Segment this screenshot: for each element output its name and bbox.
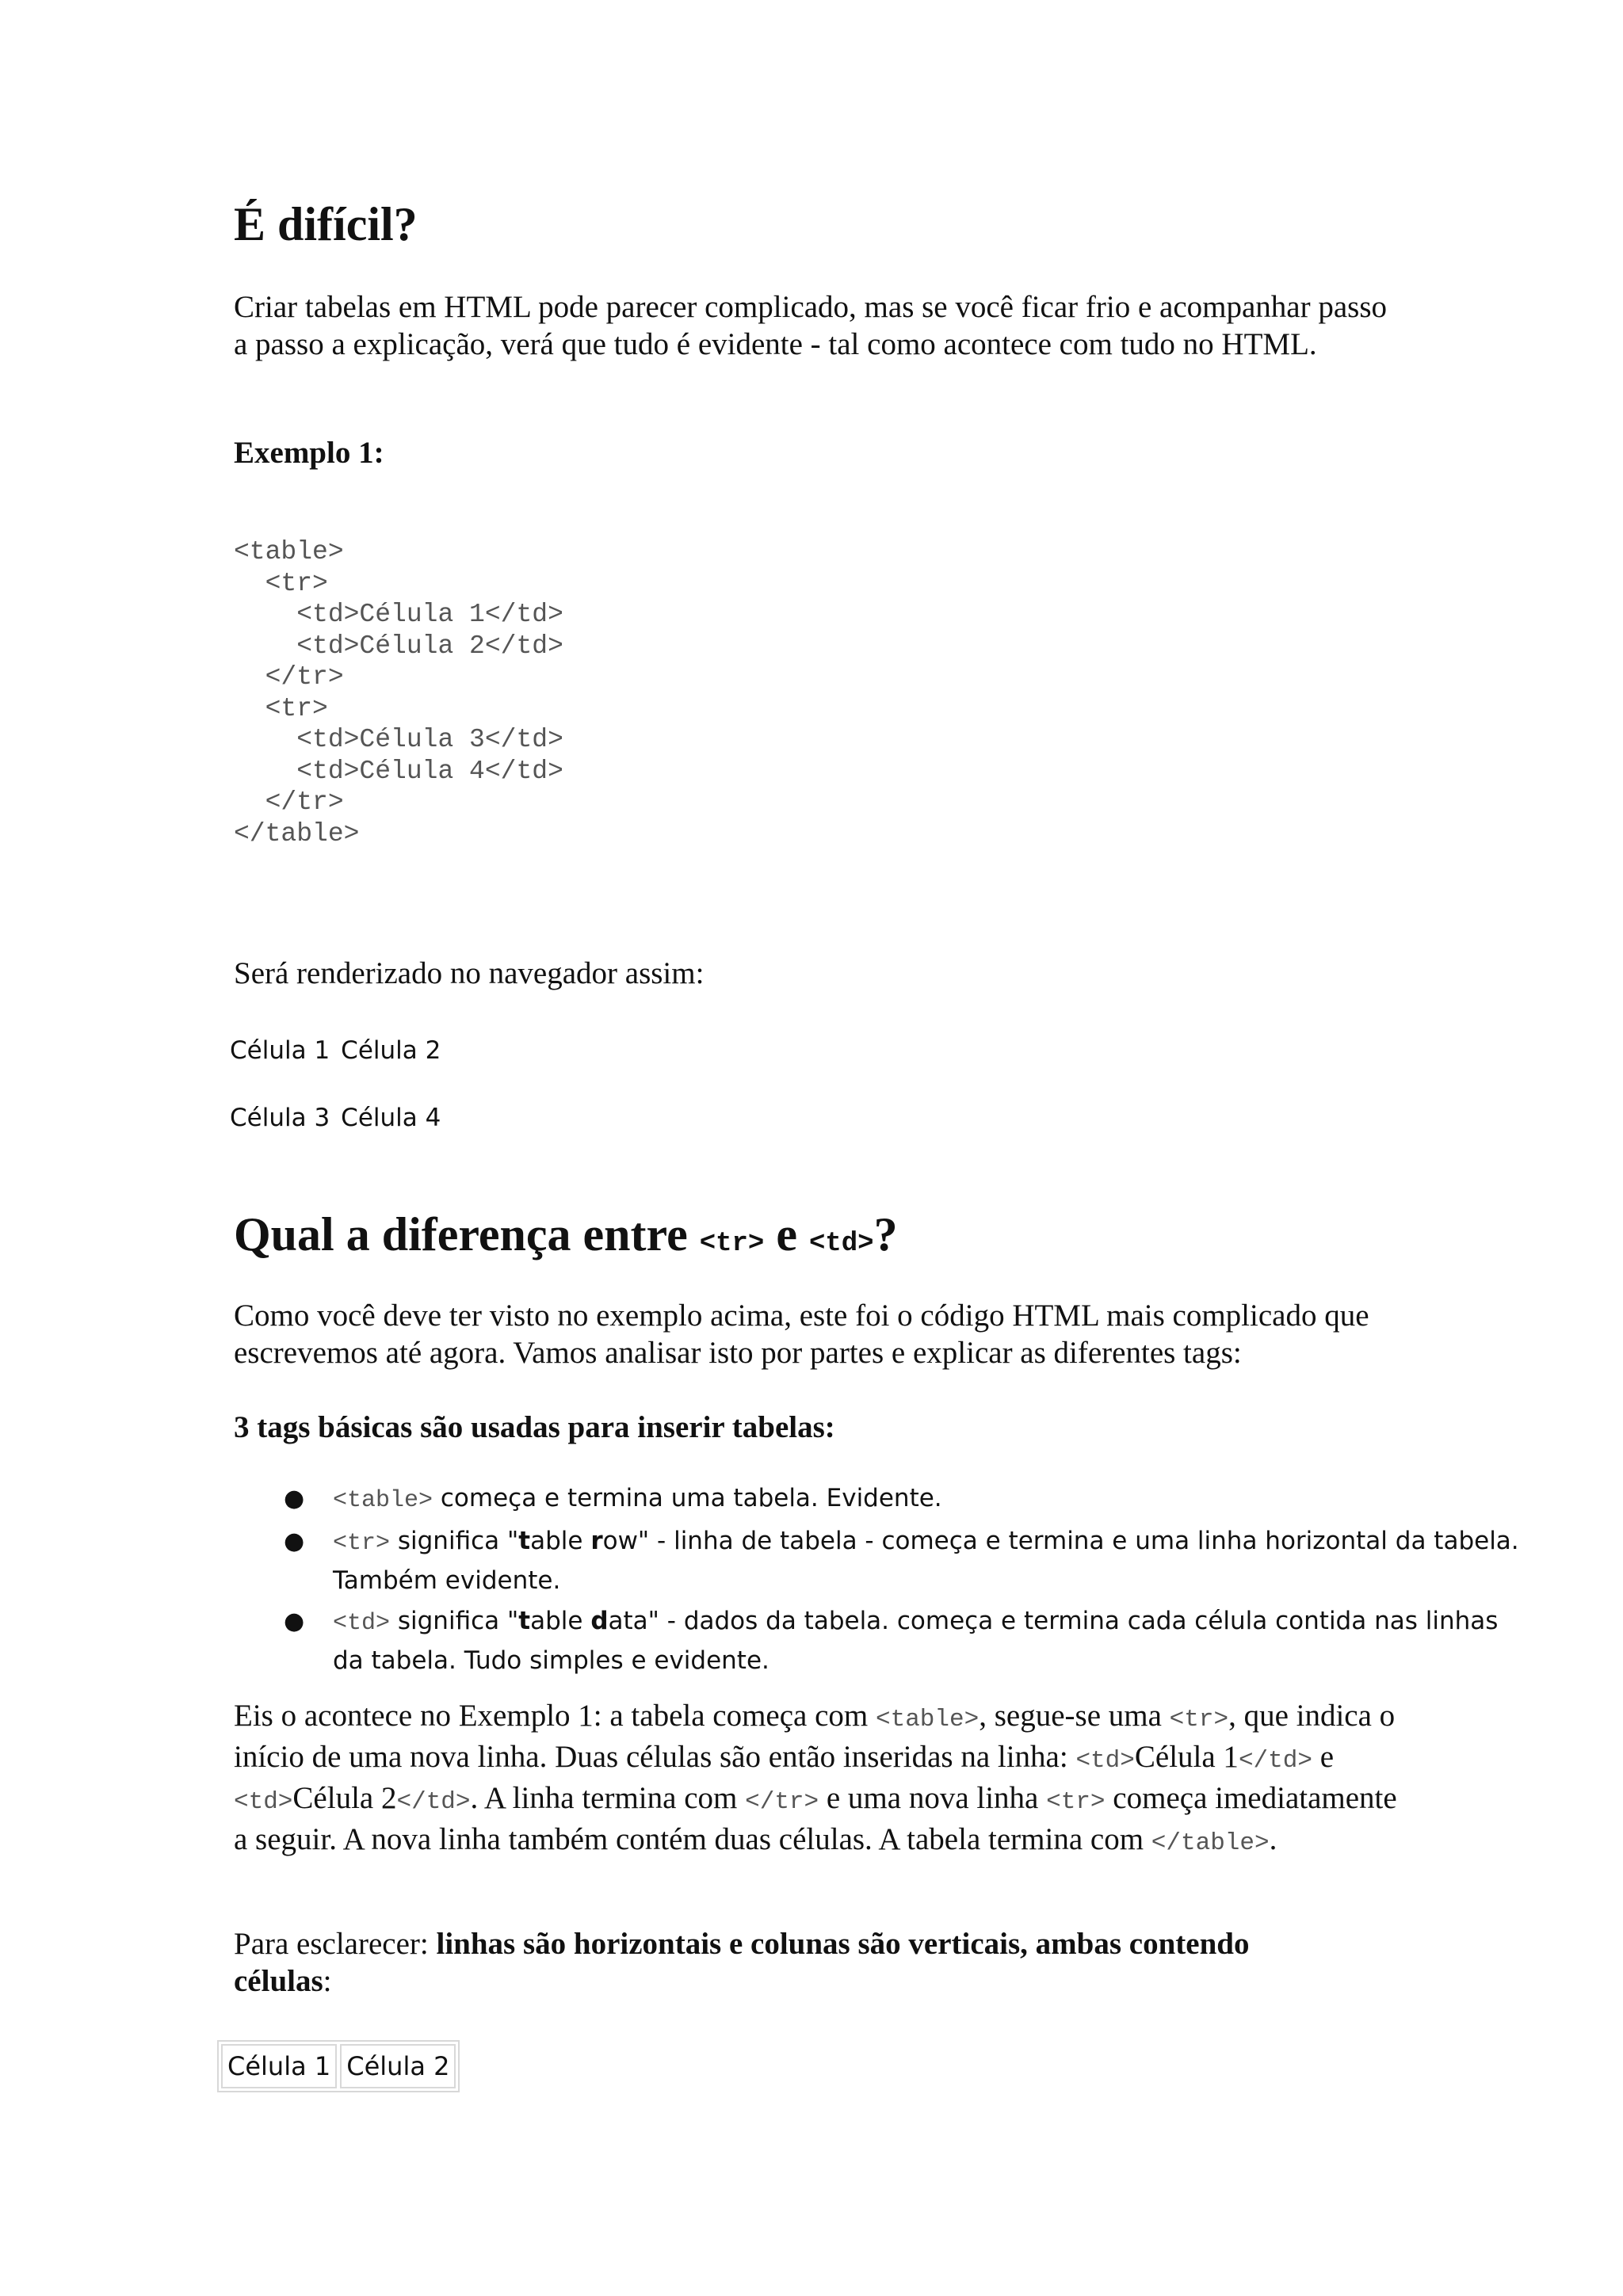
emphasis-letter: r <box>590 1527 603 1555</box>
code-line: <td>Célula 3</td> <box>234 725 563 754</box>
list-item-text: able <box>530 1607 591 1635</box>
emphasis-letter: t <box>518 1607 531 1635</box>
list-item <box>284 1603 1522 1680</box>
list-item-text: ata" - dados da tabela. começa e termina cada célula contida nas linhas da tabela. Tudo simples e evidente. <box>333 1607 1499 1675</box>
table-cell: Célula 1 <box>221 2044 337 2088</box>
section-heading-diferenca <box>234 1208 898 1261</box>
table-cell: Célula 2 <box>340 2044 456 2088</box>
heading-text: e <box>764 1208 809 1261</box>
inline-code: </td> <box>1238 1747 1312 1775</box>
explanation-paragraph <box>234 1697 1407 1862</box>
inline-code: </table> <box>1151 1829 1270 1857</box>
explanation-text: Célula 2 <box>292 1781 397 1815</box>
clarify-text: : <box>323 1964 332 1998</box>
code-line: <td>Célula 1</td> <box>234 600 563 629</box>
section-heading-dificil: É difícil? <box>234 198 418 250</box>
list-item-text: able <box>530 1527 591 1555</box>
emphasis-letter: t <box>518 1527 531 1555</box>
section2-intro: Como você deve ter visto no exemplo acima, este foi o código HTML mais complicado que escrevemos até agora. Vamos analisar isto por partes e explicar as diferentes tags: <box>234 1299 1369 1370</box>
inline-code: <td> <box>1075 1747 1135 1775</box>
heading-tag-tr: <tr> <box>699 1229 765 1259</box>
rendered-table-row <box>230 1102 452 1134</box>
code-line: </tr> <box>234 788 344 817</box>
inline-code: <table> <box>876 1706 980 1733</box>
heading-text: Qual a diferença entre <box>234 1208 700 1261</box>
code-line: <tr> <box>234 693 328 723</box>
code-line: <table> <box>234 537 344 566</box>
rendered-cell: Célula 1 <box>230 1036 330 1065</box>
bullet-icon: ● <box>284 1485 305 1512</box>
explanation-text: , segue-se uma <box>979 1699 1170 1733</box>
rendered-cell: Célula 2 <box>341 1036 441 1065</box>
tags-list <box>234 1480 1522 1683</box>
example-label: Exemplo 1: <box>234 436 384 470</box>
inline-code: </tr> <box>745 1788 819 1816</box>
inline-code: <tr> <box>1169 1706 1229 1733</box>
inline-code: </td> <box>396 1788 471 1816</box>
rendered-cell: Célula 4 <box>341 1104 441 1132</box>
explanation-text: começa imediatamente a seguir. A nova linha também contém duas células. A tabela termina com <box>234 1781 1397 1856</box>
heading-tag-td: <td> <box>808 1229 874 1259</box>
explanation-text: . <box>1269 1822 1277 1856</box>
bullet-icon: ● <box>284 1608 305 1635</box>
inline-code: <table> <box>333 1487 433 1514</box>
inline-code: <tr> <box>333 1530 391 1557</box>
clarify-bold: células <box>234 1964 323 1998</box>
inline-code: <td> <box>234 1788 293 1816</box>
rendered-cell: Célula 3 <box>230 1104 330 1132</box>
code-line: </tr> <box>234 662 344 692</box>
code-line: </table> <box>234 818 360 849</box>
bullet-icon: ● <box>284 1527 305 1555</box>
clarify-text: Para esclarecer: <box>234 1927 437 1961</box>
intro-paragraph: Criar tabelas em HTML pode parecer complicado, mas se você ficar frio e acompanhar passo a passo a explicação, verá que tudo é evidente - tal como acontece com tudo no HTML. <box>234 290 1388 361</box>
inline-code: <td> <box>333 1610 391 1637</box>
render-intro: Será renderizado no navegador assim: <box>234 956 705 990</box>
heading-text: ? <box>873 1208 898 1261</box>
explanation-text: Eis o acontece no Exemplo 1: a tabela começa com <box>234 1699 876 1733</box>
explanation-text: e uma nova linha <box>819 1781 1047 1815</box>
clarify-bold: linhas são horizontais e colunas são verticais, ambas contendo <box>436 1927 1250 1961</box>
rendered-table-row <box>230 1035 452 1066</box>
tags-heading: 3 tags básicas são usadas para inserir tabelas: <box>234 1410 835 1444</box>
list-item-text: começa e termina uma tabela. Evidente. <box>433 1484 942 1512</box>
list-item <box>284 1523 1522 1600</box>
list-item-text: significa " <box>390 1527 519 1555</box>
code-line: <td>Célula 4</td> <box>234 756 563 786</box>
list-item-text: ow" - linha de tabela - começa e termina e uma linha horizontal da tabela. Também evidente. <box>333 1527 1519 1595</box>
explanation-text: Célula 1 <box>1134 1740 1239 1774</box>
code-block <box>234 536 563 849</box>
clarify-paragraph <box>234 1925 1407 2000</box>
list-item-text: significa " <box>390 1607 519 1635</box>
code-line: <td>Célula 2</td> <box>234 631 563 661</box>
explanation-text: e <box>1312 1740 1335 1774</box>
list-item <box>284 1480 1522 1520</box>
bordered-example-table <box>217 2040 460 2092</box>
emphasis-letter: d <box>590 1607 609 1635</box>
explanation-text: , que indica o início de uma nova linha. Duas células são então inseridas na linha: <box>234 1699 1396 1774</box>
inline-code: <tr> <box>1046 1788 1106 1816</box>
code-line: <tr> <box>234 568 328 598</box>
explanation-text: . A linha termina com <box>470 1781 746 1815</box>
